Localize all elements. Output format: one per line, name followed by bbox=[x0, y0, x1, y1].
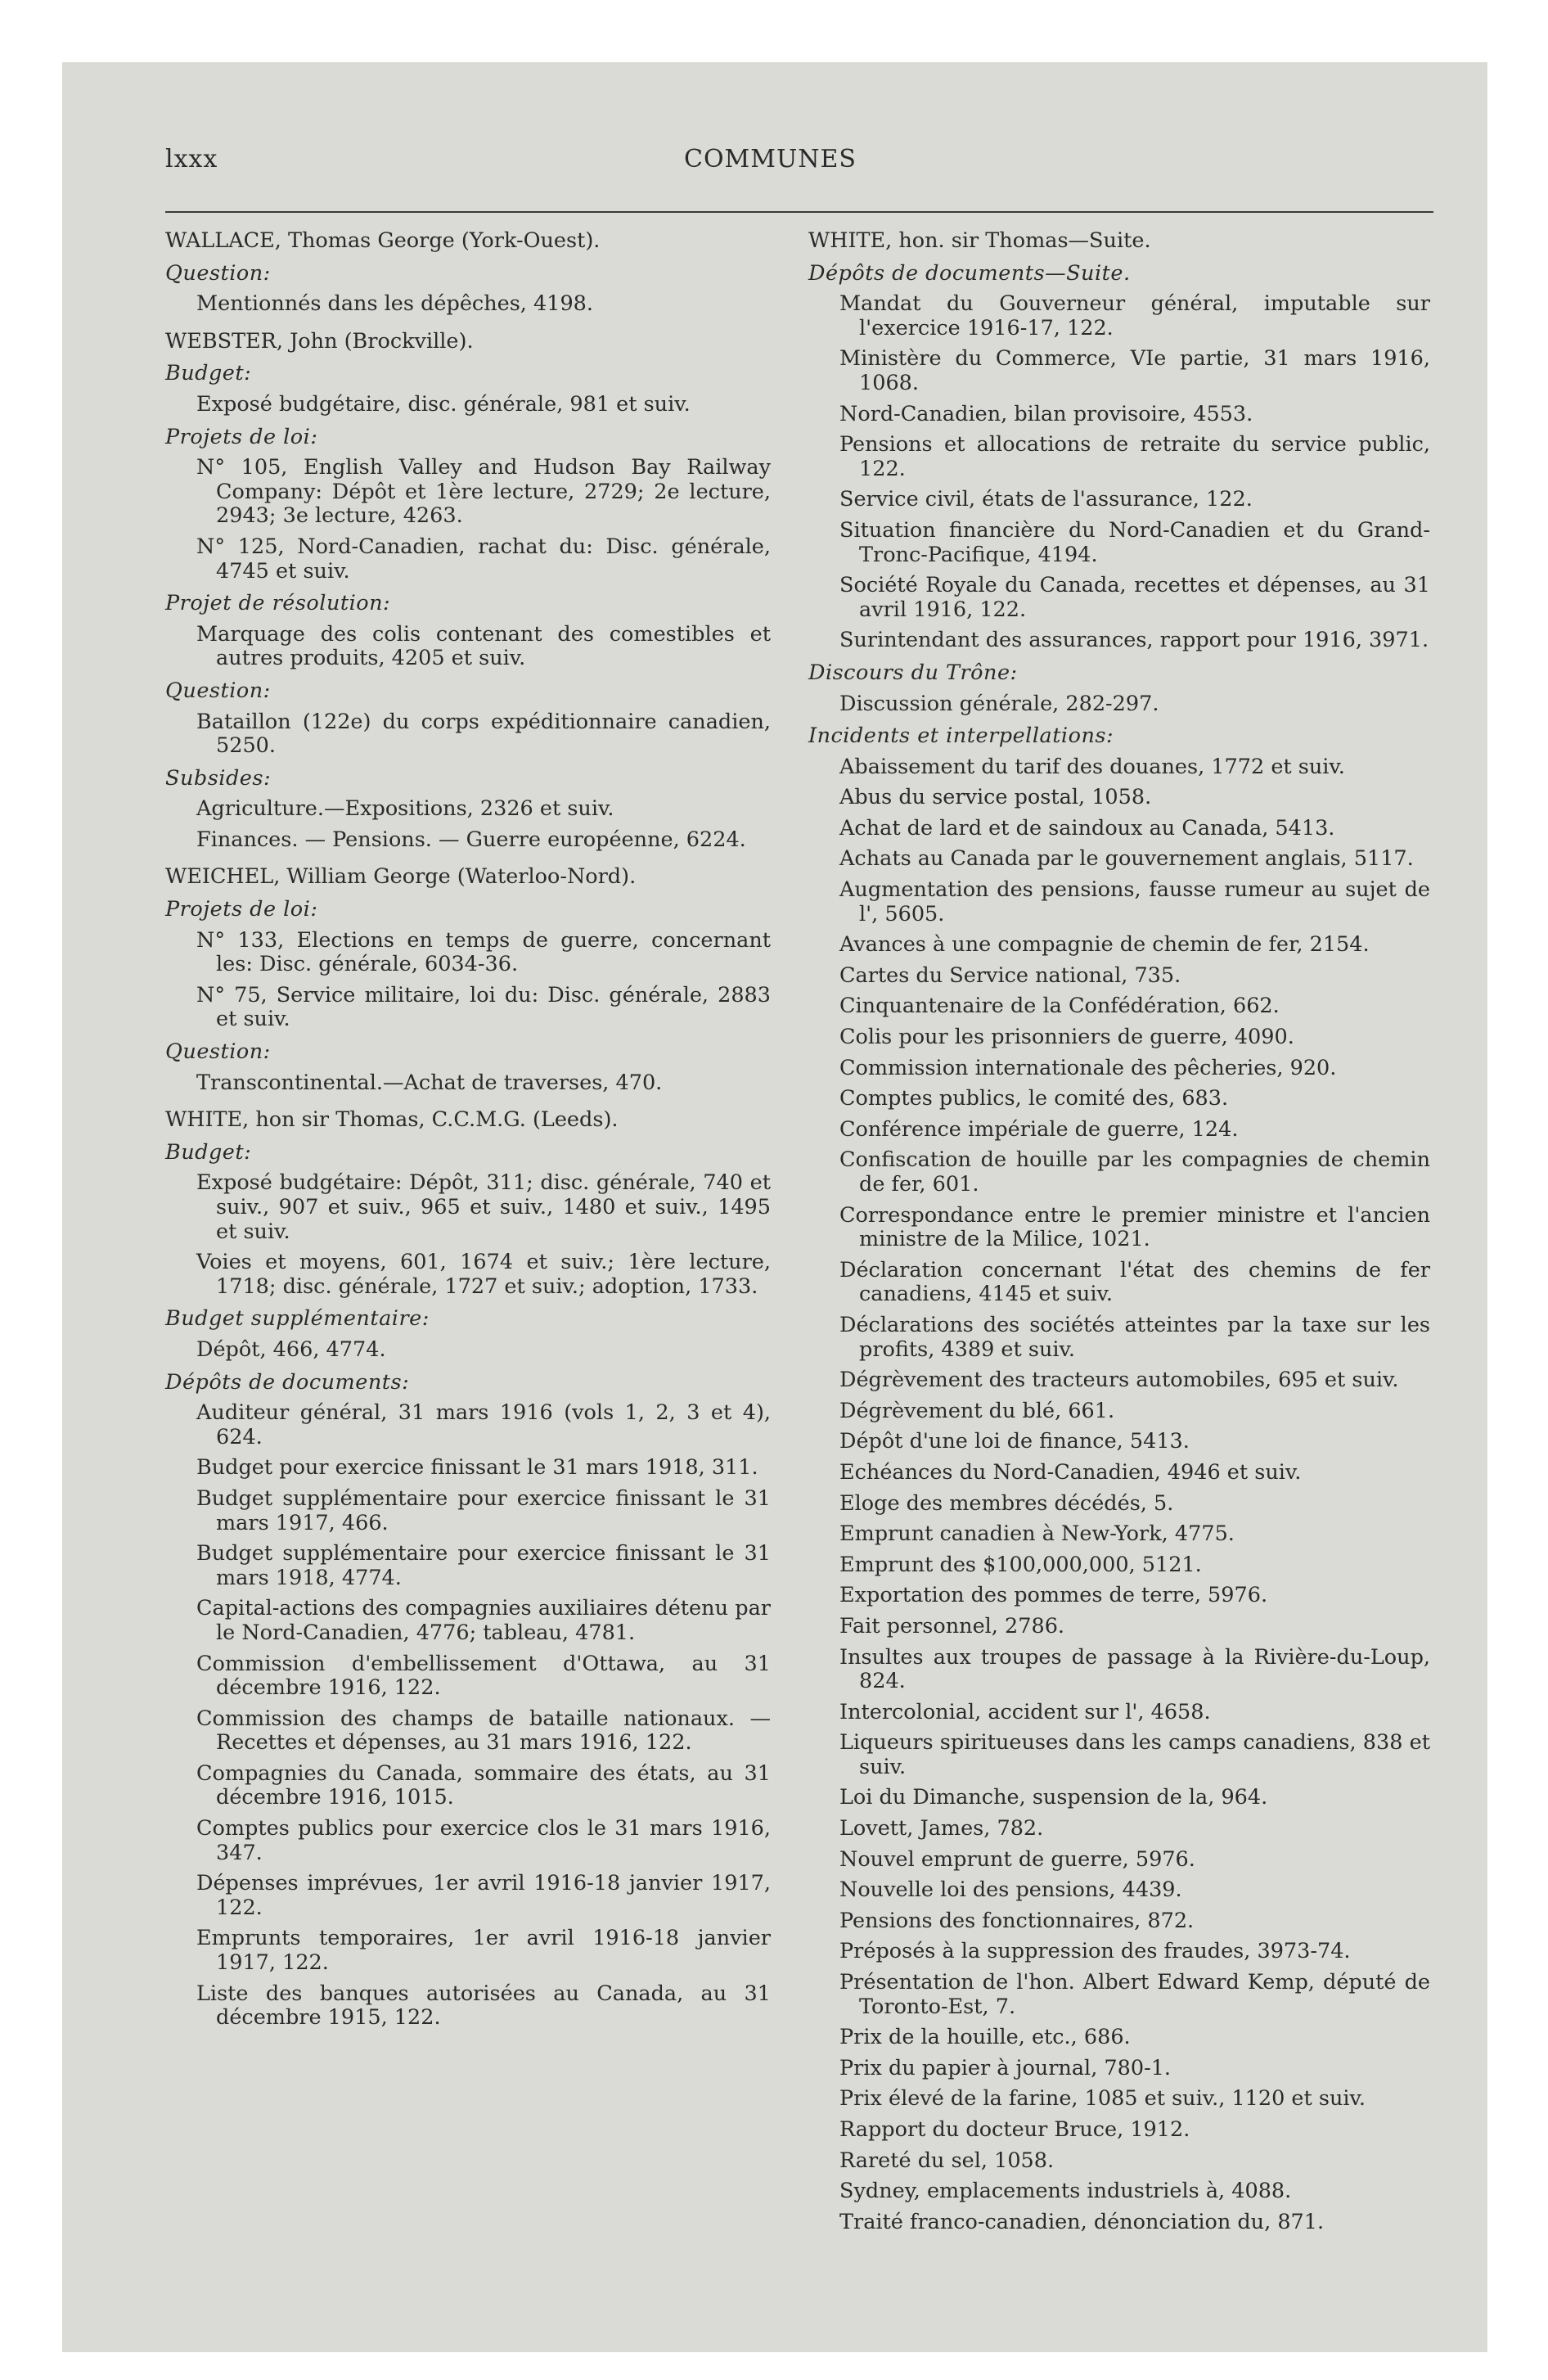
index-item: Correspondance entre le premier ministre et l'ancien ministre de la Milice, 1021. bbox=[839, 1202, 1430, 1252]
index-item: Société Royale du Canada, recettes et dépenses, au 31 avril 1916, 122. bbox=[839, 573, 1430, 622]
index-item: Budget supplémentaire pour exercice finissant le 31 mars 1918, 4774. bbox=[196, 1541, 771, 1590]
index-entry-name: WEBSTER, John (Brockville). bbox=[165, 328, 474, 354]
index-item: Nouvelle loi des pensions, 4439. bbox=[839, 1877, 1182, 1903]
index-item: Marquage des colis contenant des comestibles et autres produits, 4205 et suiv. bbox=[196, 621, 771, 671]
index-item: Capital-actions des compagnies auxiliaires détenu par le Nord-Canadien, 4776; tableau, 4781. bbox=[196, 1596, 771, 1645]
index-item: Prix du papier à journal, 780-1. bbox=[839, 2055, 1172, 2080]
index-item: Emprunt des $100,000,000, 5121. bbox=[839, 1552, 1202, 1577]
right-column bbox=[808, 229, 1430, 2234]
section-heading: Dépôts de documents: bbox=[165, 1369, 410, 1395]
index-item: Budget supplémentaire pour exercice finissant le 31 mars 1917, 466. bbox=[196, 1485, 771, 1535]
index-item: Compagnies du Canada, sommaire des états, au 31 décembre 1916, 1015. bbox=[196, 1760, 771, 1810]
index-item: N° 125, Nord-Canadien, rachat du: Disc. générale, 4745 et suiv. bbox=[196, 534, 771, 584]
page-number: lxxx bbox=[165, 145, 218, 174]
index-item: Conférence impériale de guerre, 124. bbox=[839, 1116, 1239, 1142]
index-entry-name: WALLACE, Thomas George (York-Ouest). bbox=[165, 228, 601, 253]
index-item: Service civil, états de l'assurance, 122. bbox=[839, 487, 1253, 512]
index-item: N° 133, Elections en temps de guerre, concernant les: Disc. générale, 6034-36. bbox=[196, 927, 771, 977]
index-item: Rapport du docteur Bruce, 1912. bbox=[839, 2117, 1190, 2142]
index-entry-name: WEICHEL, William George (Waterloo-Nord). bbox=[165, 864, 637, 890]
section-heading: Budget supplémentaire: bbox=[165, 1306, 430, 1332]
index-item: Finances. — Pensions. — Guerre européenne, 6224. bbox=[196, 827, 746, 852]
index-item: Commission des champs de bataille nationaux. —Recettes et dépenses, au 31 mars 1916, 122. bbox=[196, 1706, 771, 1756]
index-item: Cartes du Service national, 735. bbox=[839, 962, 1181, 988]
index-item: Intercolonial, accident sur l', 4658. bbox=[839, 1699, 1211, 1724]
section-heading: Projets de loi: bbox=[165, 424, 318, 449]
page-title: COMMUNES bbox=[684, 145, 857, 174]
index-item: Achat de lard et de saindoux au Canada, 5413. bbox=[839, 815, 1335, 841]
index-item: Traité franco-canadien, dénonciation du, 871. bbox=[839, 2209, 1325, 2234]
index-item: Budget pour exercice finissant le 31 mars 1918, 311. bbox=[196, 1455, 758, 1481]
index-item: Insultes aux troupes de passage à la Rivière-du-Loup, 824. bbox=[839, 1644, 1430, 1694]
index-item: Prix élevé de la farine, 1085 et suiv., 1120 et suiv. bbox=[839, 2086, 1366, 2112]
index-item: Achats au Canada par le gouvernement anglais, 5117. bbox=[839, 846, 1414, 872]
section-heading: Dépôts de documents—Suite. bbox=[808, 260, 1131, 286]
section-heading: Budget: bbox=[165, 1139, 252, 1165]
index-item: Dépenses imprévues, 1er avril 1916-18 janvier 1917, 122. bbox=[196, 1871, 771, 1920]
index-item: Cinquantenaire de la Confédération, 662. bbox=[839, 994, 1280, 1019]
section-heading: Projet de résolution: bbox=[165, 591, 391, 616]
section-heading: Question: bbox=[165, 678, 271, 703]
index-item: N° 75, Service militaire, loi du: Disc. générale, 2883 et suiv. bbox=[196, 982, 771, 1032]
index-item: Confiscation de houille par les compagnies de chemin de fer, 601. bbox=[839, 1147, 1430, 1197]
index-item: Augmentation des pensions, fausse rumeur au sujet de l', 5605. bbox=[839, 877, 1430, 926]
index-item: Echéances du Nord-Canadien, 4946 et suiv. bbox=[839, 1459, 1302, 1485]
index-item: Déclarations des sociétés atteintes par la taxe sur les profits, 4389 et suiv. bbox=[839, 1312, 1430, 1362]
index-item: Exposé budgétaire, disc. générale, 981 et suiv. bbox=[196, 391, 691, 417]
section-heading: Question: bbox=[165, 260, 271, 286]
index-item: Loi du Dimanche, suspension de la, 964. bbox=[839, 1785, 1268, 1810]
index-item: Ministère du Commerce, VIe partie, 31 mars 1916, 1068. bbox=[839, 346, 1430, 395]
index-item: Discussion générale, 282-297. bbox=[839, 691, 1159, 716]
index-item: Bataillon (122e) du corps expéditionnaire canadien, 5250. bbox=[196, 709, 771, 759]
section-heading: Subsides: bbox=[165, 765, 272, 791]
header-rule bbox=[165, 211, 1433, 213]
index-item: Dégrèvement du blé, 661. bbox=[839, 1398, 1115, 1423]
index-item: Sydney, emplacements industriels à, 4088. bbox=[839, 2179, 1292, 2204]
index-item: Abaissement du tarif des douanes, 1772 et suiv. bbox=[839, 754, 1345, 779]
section-heading: Budget: bbox=[165, 361, 252, 386]
index-item: Comptes publics pour exercice clos le 31 mars 1916, 347. bbox=[196, 1816, 771, 1865]
index-item: Dépôt d'une loi de finance, 5413. bbox=[839, 1429, 1190, 1454]
index-item: Déclaration concernant l'état des chemins de fer canadiens, 4145 et suiv. bbox=[839, 1257, 1430, 1307]
index-item: Auditeur général, 31 mars 1916 (vols 1, 2, 3 et 4), 624. bbox=[196, 1400, 771, 1449]
index-item: Lovett, James, 782. bbox=[839, 1816, 1044, 1841]
index-item: Exportation des pommes de terre, 5976. bbox=[839, 1583, 1268, 1608]
index-item: Préposés à la suppression des fraudes, 3973-74. bbox=[839, 1939, 1351, 1964]
left-column bbox=[165, 229, 771, 2031]
index-item: Dégrèvement des tracteurs automobiles, 695 et suiv. bbox=[839, 1368, 1399, 1393]
index-item: N° 105, English Valley and Hudson Bay Railway Company: Dépôt et 1ère lecture, 2729; 2e lecture, 2943; 3e lecture, 4263. bbox=[196, 455, 771, 529]
index-item: Abus du service postal, 1058. bbox=[839, 785, 1152, 810]
index-item: Voies et moyens, 601, 1674 et suiv.; 1ère lecture, 1718; disc. générale, 1727 et suiv.; adoption, 1733. bbox=[196, 1250, 771, 1299]
section-heading: Discours du Trône: bbox=[808, 660, 1018, 685]
index-item: Exposé budgétaire: Dépôt, 311; disc. générale, 740 et suiv., 907 et suiv., 965 et suiv., 1480 et suiv., 1495 et suiv. bbox=[196, 1170, 771, 1244]
index-item: Prix de la houille, etc., 686. bbox=[839, 2025, 1131, 2050]
index-item: Eloge des membres décédés, 5. bbox=[839, 1490, 1174, 1516]
index-item: Dépôt, 466, 4774. bbox=[196, 1336, 386, 1362]
index-item: Pensions des fonctionnaires, 872. bbox=[839, 1908, 1195, 1933]
index-item: Commission internationale des pêcheries, 920. bbox=[839, 1055, 1337, 1080]
index-item: Emprunt canadien à New-York, 4775. bbox=[839, 1521, 1235, 1547]
index-item: Avances à une compagnie de chemin de fer, 2154. bbox=[839, 932, 1370, 958]
index-item: Liqueurs spiritueuses dans les camps canadiens, 838 et suiv. bbox=[839, 1730, 1430, 1779]
index-item: Nouvel emprunt de guerre, 5976. bbox=[839, 1846, 1195, 1872]
index-item: Colis pour les prisonniers de guerre, 4090. bbox=[839, 1025, 1294, 1050]
index-item: Mentionnés dans les dépêches, 4198. bbox=[196, 291, 594, 317]
index-item: Présentation de l'hon. Albert Edward Kemp, député de Toronto-Est, 7. bbox=[839, 1970, 1430, 2019]
index-item: Rareté du sel, 1058. bbox=[839, 2148, 1055, 2173]
section-heading: Question: bbox=[165, 1039, 271, 1065]
index-item: Liste des banques autorisées au Canada, au 31 décembre 1915, 122. bbox=[196, 1981, 771, 2031]
index-item: Mandat du Gouverneur général, imputable sur l'exercice 1916-17, 122. bbox=[839, 291, 1430, 340]
index-item: Transcontinental.—Achat de traverses, 470. bbox=[196, 1070, 663, 1095]
section-heading: Projets de loi: bbox=[165, 897, 318, 922]
index-item: Surintendant des assurances, rapport pour 1916, 3971. bbox=[839, 628, 1429, 653]
index-item: Commission d'embellissement d'Ottawa, au 31 décembre 1916, 122. bbox=[196, 1651, 771, 1701]
section-heading: Incidents et interpellations: bbox=[808, 723, 1114, 749]
index-item: Emprunts temporaires, 1er avril 1916-18 janvier 1917, 122. bbox=[196, 1926, 771, 1976]
index-item: Situation financière du Nord-Canadien et du Grand-Tronc-Pacifique, 4194. bbox=[839, 517, 1430, 567]
index-entry-name: WHITE, hon. sir Thomas—Suite. bbox=[808, 228, 1151, 253]
index-item: Fait personnel, 2786. bbox=[839, 1613, 1065, 1639]
index-item: Agriculture.—Expositions, 2326 et suiv. bbox=[196, 796, 614, 822]
index-item: Pensions et allocations de retraite du service public, 122. bbox=[839, 432, 1430, 481]
index-entry-name: WHITE, hon sir Thomas, C.C.M.G. (Leeds). bbox=[165, 1107, 619, 1133]
index-item: Nord-Canadien, bilan provisoire, 4553. bbox=[839, 401, 1253, 426]
index-item: Comptes publics, le comité des, 683. bbox=[839, 1086, 1229, 1111]
